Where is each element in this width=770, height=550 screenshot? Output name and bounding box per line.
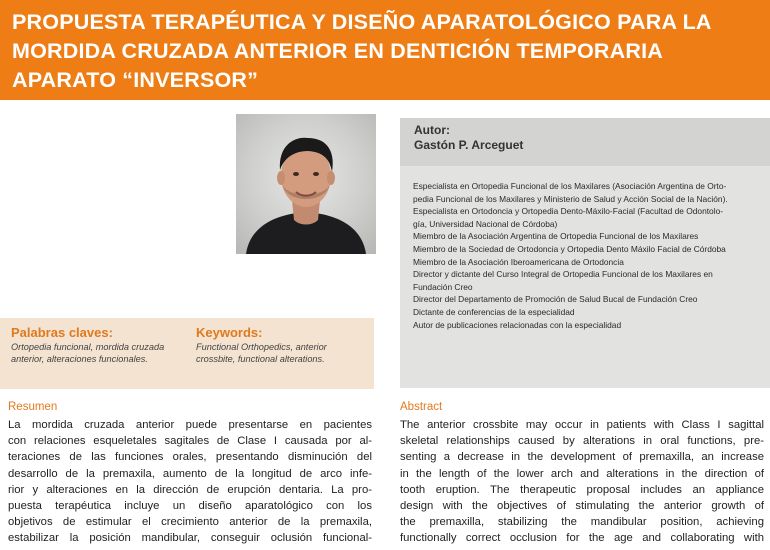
credential-line: Especialista en Ortodoncia y Ortopedia Dento-Máxilo-Facial (Facultad de Odontolo- — [413, 206, 724, 217]
abstract-line: skeletal relationships caused by alterations in oral functions, pre- — [400, 435, 764, 448]
keywords-box — [0, 318, 374, 389]
abstract-line: the premaxilla, stabilizing the mandibular position, achieving — [400, 516, 764, 529]
author-photo — [236, 114, 376, 254]
resumen-heading: Resumen — [8, 401, 58, 413]
keywords-line: Functional Orthopedics, anterior — [196, 342, 327, 352]
resumen-line: teraciones de las funciones orales, presentando disminución del — [8, 451, 372, 464]
author-info-box — [400, 118, 770, 388]
abstract-line: in the length of the lower arch and alterations in the direction of — [400, 467, 764, 480]
resumen-line: La mordida cruzada anterior puede presentarse en pacientes — [8, 419, 372, 431]
abstract-line: tooth eruption. The therapeutic proposal includes an appliance — [400, 483, 764, 496]
author-portrait-image — [236, 114, 376, 254]
palabras-claves-heading: Palabras claves: — [11, 325, 113, 340]
keywords-spanish — [11, 325, 164, 365]
credential-line: Fundación Creo — [413, 281, 473, 292]
resumen-line: puesta terapéutica incluye un diseño aparatológico con los — [8, 500, 372, 513]
resumen-line: objetivos de estimular el crecimiento anterior de la premaxila, — [8, 516, 372, 529]
author-credentials — [413, 180, 763, 331]
credential-line: gía, Universidad Nacional de Córdoba) — [413, 218, 558, 229]
author-header — [400, 118, 770, 166]
palabras-claves-line: Ortopedia funcional, mordida cruzada — [11, 342, 165, 352]
credential-line: Dictante de conferencias de la especialidad — [413, 306, 575, 317]
credential-line: Especialista en Ortopedia Funcional de los Maxilares (Asociación Argentina de Orto- — [413, 181, 727, 191]
credential-line: Director y dictante del Curso Integral de Ortopedia Funcional de los Maxilares en — [413, 269, 713, 280]
author-label: Autor: — [414, 123, 450, 137]
article-title-line-3: APARATO “INVERSOR” — [12, 68, 259, 92]
article-title-line-2: MORDIDA CRUZADA ANTERIOR EN DENTICIÓN TEMPORARIA — [12, 39, 663, 63]
resumen-body — [8, 417, 372, 547]
credential-line: Miembro de la Asociación Iberoamericana de Ortodoncia — [413, 256, 624, 267]
abstract-line: functionally correct occlusion for the age and collaborating with — [400, 532, 764, 545]
article-title-line-1: PROPUESTA TERAPÉUTICA Y DISEÑO APARATOLÓGICO PARA LA — [12, 10, 712, 34]
abstract-line: senting a decrease in the development of premaxilla, an increase — [400, 451, 764, 464]
resumen-line: con relaciones esqueletales sagitales de Clase I causada por al- — [8, 435, 372, 448]
abstract-body — [400, 417, 764, 547]
keywords-english — [196, 325, 327, 365]
keywords-heading: Keywords: — [196, 325, 263, 340]
credential-line: pedia Funcional de los Maxilares y Ministerio de Salud y Acción Social de la Nación). — [413, 193, 728, 204]
author-name: Gastón P. Arceguet — [414, 138, 524, 152]
credential-line: Miembro de la Sociedad de Ortodoncia y Ortopedia Dento Máxilo Facial de Córdoba — [413, 243, 726, 254]
palabras-claves-line: anterior, alteraciones funcionales. — [11, 354, 148, 364]
article-title-banner — [0, 0, 770, 100]
abstract-line: design with the objectives of stimulating the anterior growth of — [400, 500, 764, 513]
credential-line: Director del Departamento de Promoción de Salud Bucal de Fundación Creo — [413, 294, 698, 305]
resumen-line: desarrollo de la premaxila, aumento de la longitud de arco infe- — [8, 467, 372, 480]
keywords-line: crossbite, functional alterations. — [196, 354, 325, 364]
resumen-line: rior y alteraciones en la dirección de erupción dentaria. La pro- — [8, 483, 372, 496]
abstract-heading: Abstract — [400, 401, 443, 413]
abstract-line: The anterior crossbite may occur in patients with Class I sagittal — [400, 419, 764, 431]
resumen-line: estabilizar la posición mandibular, conseguir oclusión funcional- — [8, 532, 372, 545]
credential-line: Autor de publicaciones relacionadas con la especialidad — [413, 319, 622, 330]
credential-line: Miembro de la Asociación Argentina de Ortopedia Funcional de los Maxilares — [413, 231, 699, 242]
